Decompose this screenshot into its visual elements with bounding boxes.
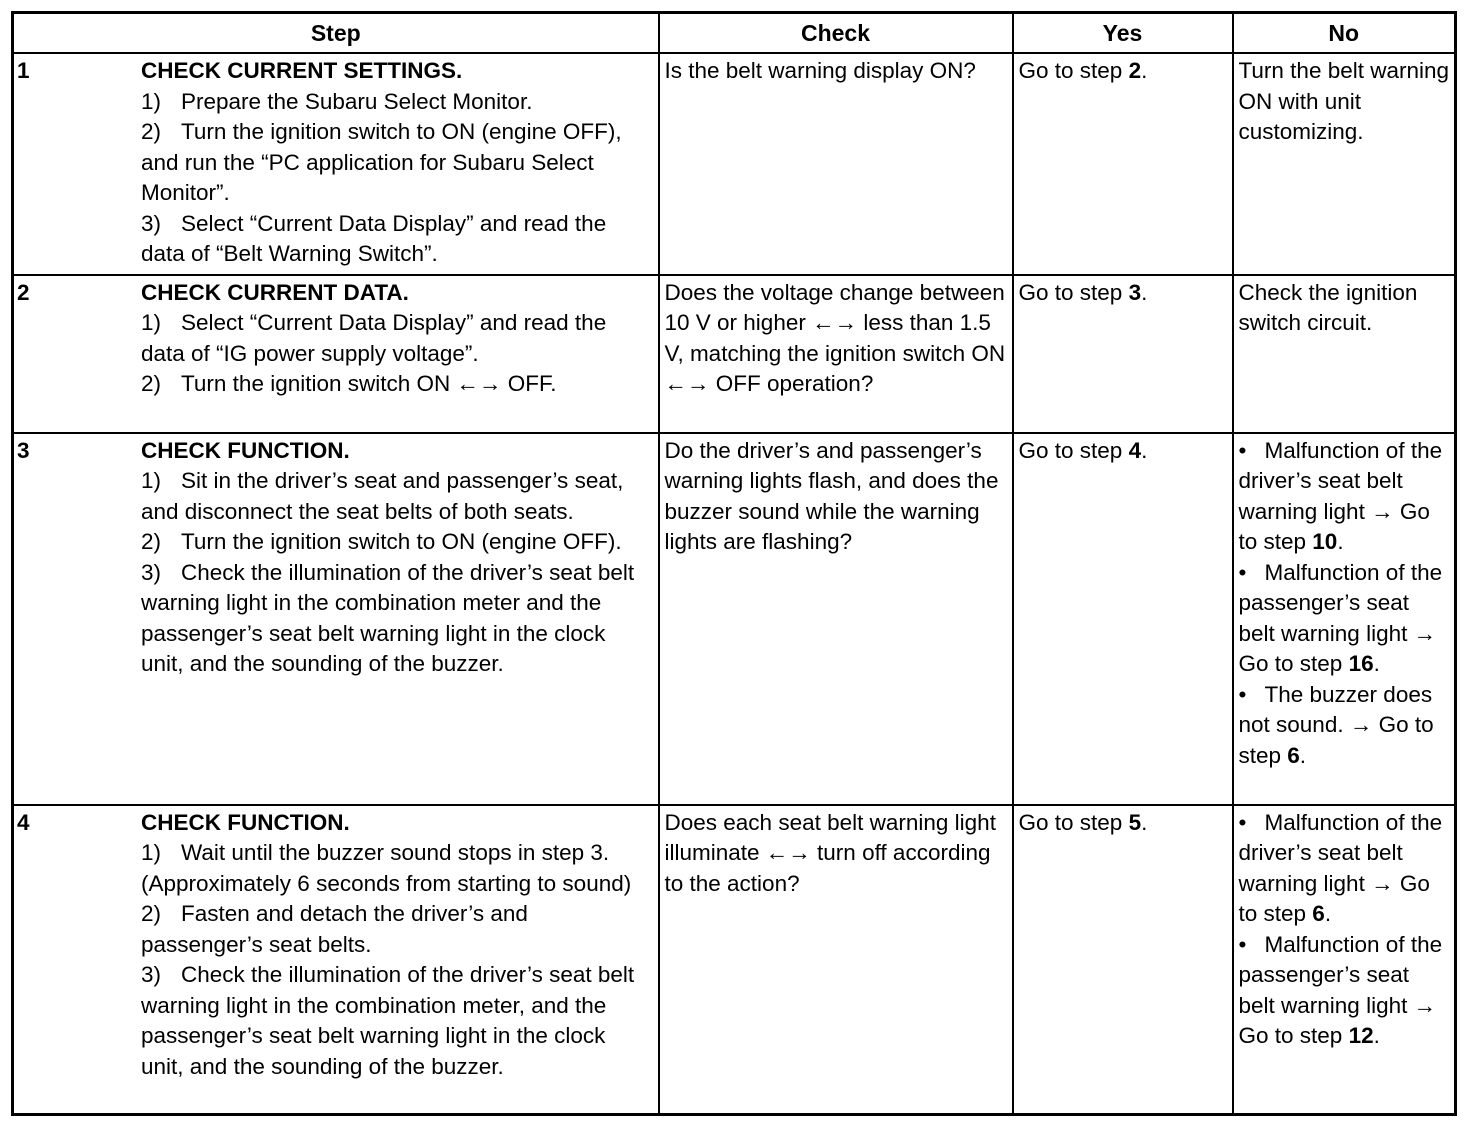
- step-number: 3: [17, 437, 30, 463]
- yes-cell: Go to step 2.: [1013, 53, 1233, 275]
- step-instruction: 1) Sit in the driver’s seat and passenger’s seat, and disconnect the seat belts of both seats.: [141, 468, 624, 524]
- step-instruction: 1) Prepare the Subaru Select Monitor.: [141, 88, 533, 114]
- table-row: [13, 53, 1456, 275]
- diagnostic-table: [11, 11, 1457, 1116]
- table-row: [13, 275, 1456, 433]
- no-cell: [1233, 433, 1456, 805]
- step-cell: [13, 433, 659, 805]
- step-instruction: 3) Check the illumination of the driver’s seat belt warning light in the combination meter, and the passenger’s seat belt warning light in the clock unit, and the sounding of the buzzer.: [141, 962, 635, 1079]
- step-instruction: 2) Turn the ignition switch ON ←→ OFF.: [141, 371, 557, 396]
- step-cell: [13, 53, 659, 275]
- step-number: 2: [17, 279, 30, 305]
- check-cell: Do the driver’s and passenger’s warning lights flash, and does the buzzer sound while the warning lights are flashing?: [659, 433, 1013, 805]
- check-cell: Is the belt warning display ON?: [659, 53, 1013, 275]
- no-cell: Turn the belt warning ON with unit customizing.: [1233, 53, 1456, 275]
- check-cell: Does the voltage change between 10 V or higher ←→ less than 1.5 V, matching the ignition switch ON ←→ OFF operation?: [659, 275, 1013, 433]
- step-instruction: 3) Select “Current Data Display” and read the data of “Belt Warning Switch”.: [141, 210, 607, 266]
- header-check: Check: [659, 13, 1013, 54]
- step-number: 1: [17, 58, 30, 83]
- step-instruction: 3) Check the illumination of the driver’s seat belt warning light in the combination meter and the passenger’s seat belt warning light in the clock unit, and the sounding of the buzzer.: [141, 559, 635, 676]
- step-instruction: 1) Wait until the buzzer sound stops in step 3. (Approximately 6 seconds from starting to sound): [141, 840, 632, 896]
- step-instruction: 2) Turn the ignition switch to ON (engine OFF), and run the “PC application for Subaru Select Monitor”.: [141, 119, 622, 205]
- yes-cell: Go to step 3.: [1013, 275, 1233, 433]
- step-title: CHECK CURRENT SETTINGS.: [141, 58, 463, 83]
- no-cell: [1233, 805, 1456, 1115]
- header-no: No: [1233, 13, 1456, 54]
- header-step: Step: [13, 13, 659, 54]
- step-title: CHECK FUNCTION.: [141, 809, 350, 835]
- table-row: [13, 805, 1456, 1115]
- yes-cell: Go to step 4.: [1013, 433, 1233, 805]
- no-outcome-item: • Malfunction of the driver’s seat belt warning light → Go to step 6.: [1238, 809, 1443, 926]
- header-yes: Yes: [1013, 13, 1233, 54]
- yes-cell: Go to step 5.: [1013, 805, 1233, 1115]
- header-row: [13, 13, 1456, 54]
- step-cell: [13, 805, 659, 1115]
- no-outcome-item: • Malfunction of the passenger’s seat belt warning light → Go to step 16.: [1238, 559, 1443, 676]
- step-instruction: 2) Turn the ignition switch to ON (engine OFF).: [141, 529, 622, 554]
- no-outcome-item: • The buzzer does not sound. → Go to step 6.: [1238, 681, 1434, 768]
- no-cell: Check the ignition switch circuit.: [1233, 275, 1456, 433]
- step-instruction: 2) Fasten and detach the driver’s and passenger’s seat belts.: [141, 901, 528, 957]
- no-outcome-item: • Malfunction of the driver’s seat belt warning light → Go to step 10.: [1238, 437, 1443, 554]
- step-title: CHECK CURRENT DATA.: [141, 279, 409, 305]
- step-instruction: 1) Select “Current Data Display” and read the data of “IG power supply voltage”.: [141, 310, 607, 366]
- step-cell: [13, 275, 659, 433]
- table-row: [13, 433, 1456, 805]
- step-number: 4: [17, 809, 30, 835]
- check-cell: Does each seat belt warning light illuminate ←→ turn off according to the action?: [659, 805, 1013, 1115]
- no-outcome-item: • Malfunction of the passenger’s seat belt warning light → Go to step 12.: [1238, 931, 1443, 1048]
- step-title: CHECK FUNCTION.: [141, 437, 350, 463]
